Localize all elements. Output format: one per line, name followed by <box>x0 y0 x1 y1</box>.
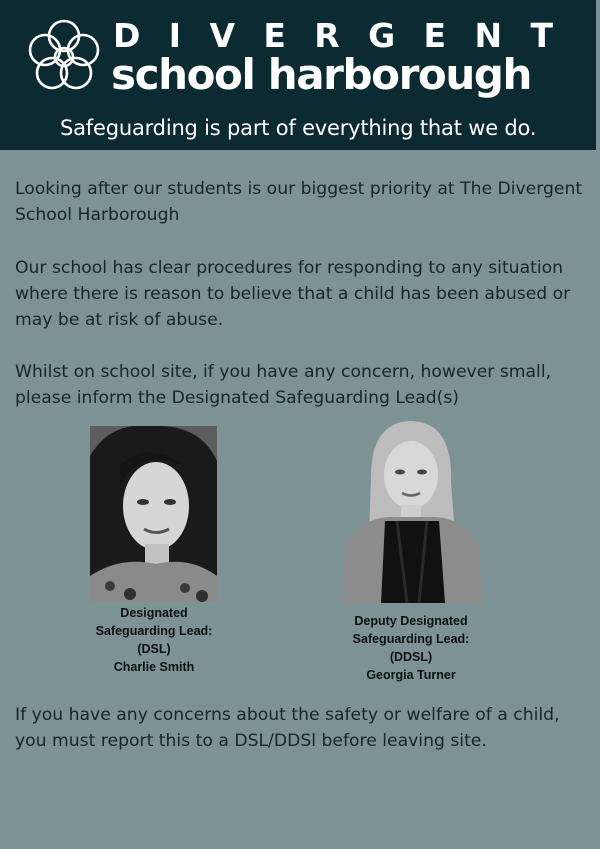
report-paragraph: If you have any concerns about the safety or welfare of a child, you must report this to a DSL/DDSl before leaving site. <box>15 705 560 751</box>
header-banner <box>0 0 596 150</box>
ddsl-caption <box>316 612 506 684</box>
ddsl-role-line-1: Deputy Designated <box>354 614 468 628</box>
brand-letter: R <box>314 16 340 55</box>
concern-paragraph: Whilst on school site, if you have any concern, however small, please inform the Designated Safeguarding Lead(s) <box>15 362 552 408</box>
procedures-paragraph: Our school has clear procedures for responding to any situation where there is reason to believe that a child has been abused or may be at risk of abuse. <box>15 258 571 330</box>
dsl-abbr: (DSL) <box>137 642 171 656</box>
dsl-photo <box>90 426 217 602</box>
flower-logo-icon <box>27 19 101 93</box>
ddsl-photo <box>341 417 483 603</box>
brand-letter: E <box>263 16 286 55</box>
brand-letter: N <box>474 16 503 55</box>
brand-letter: D <box>113 16 141 55</box>
brand-letter: E <box>423 16 447 55</box>
ddsl-abbr: (DDSL) <box>389 650 433 664</box>
dsl-role-line-1: Designated <box>120 606 188 620</box>
ddsl-name: Georgia Turner <box>366 668 456 682</box>
tagline: Safeguarding is part of everything that we do. <box>60 116 537 140</box>
brand-letter: G <box>368 16 396 55</box>
intro-paragraph: Looking after our students is our biggest priority at The Divergent School Harborough <box>15 179 583 225</box>
brand-letter: T <box>530 16 553 55</box>
dsl-caption <box>60 604 248 676</box>
brand-letter: I <box>168 16 182 55</box>
brand-letter: V <box>209 16 235 55</box>
dsl-name: Charlie Smith <box>113 660 195 674</box>
ddsl-role-line-2: Safeguarding Lead: <box>352 632 470 646</box>
dsl-role-line-2: Safeguarding Lead: <box>95 624 213 638</box>
brand-school-harborough: school harborough <box>111 50 532 99</box>
